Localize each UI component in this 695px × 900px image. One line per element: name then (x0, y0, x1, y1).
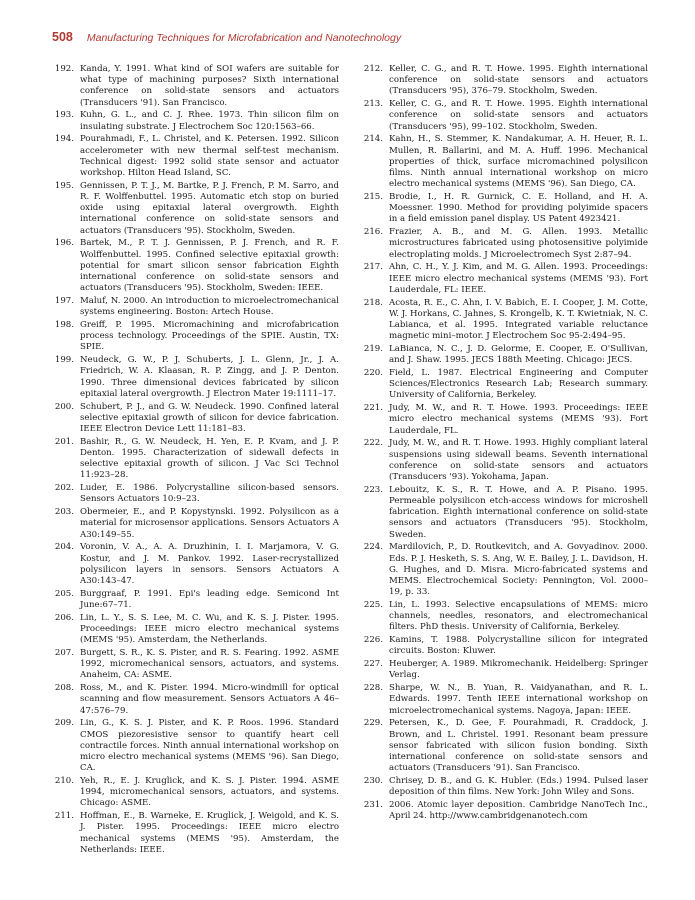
reference-entry (361, 64, 648, 98)
reference-number: 195. (54, 180, 74, 191)
reference-number: 224. (363, 542, 383, 553)
reference-entry (52, 483, 339, 505)
reference-text: Brodie, I., H. R. Gurnick, C. E. Holland, and H. A. Moessner. 1990. Method for providing polyimide spacers in a field emission panel display. US Patent 4923421. (389, 192, 648, 225)
reference-entry (52, 437, 339, 482)
page-header (52, 30, 652, 48)
reference-text: Kanda, Y. 1991. What kind of SOI wafers are suitable for what type of machining purposes? Sixth international conference on solid-state sensors and actuators (Transducers '91). San Francisco. (80, 64, 339, 108)
reference-entry (52, 542, 339, 587)
reference-text: Hoffman, E., B. Warneke, E. Kruglick, J. Weigold, and K. S. J. Pister. 1995. Proceedings: IEEE micro electro mechanical systems (MEMS '95). Amsterdam, the Netherlands: IEEE. (80, 811, 339, 855)
reference-entry (361, 635, 648, 657)
reference-entry (52, 776, 339, 810)
reference-entry (361, 800, 648, 822)
reference-entry (361, 192, 648, 226)
reference-text: Chrisey, D. B., and G. K. Hubler. (Eds.) 1994. Pulsed laser deposition of thin films. New York: John Wiley and Sons. (389, 776, 648, 798)
reference-entry (52, 718, 339, 774)
reference-number: 231. (363, 800, 383, 811)
reference-text: Acosta, R. E., C. Ahn, I. V. Babich, E. I. Cooper, J. M. Cotte, W. J. Horkans, C. Jahnes, S. Krongelb, K. T. Kwietniak, N. C. Labianca, et al. 1995. Integrated variable reluctance magnetic mini–motor. J Electrochem Soc 95-2:494–95. (389, 297, 648, 342)
reference-entry (52, 296, 339, 318)
reference-text: Lin, L. Y., S. S. Lee, M. C. Wu, and K. S. J. Pister. 1995. Proceedings: IEEE micro electro mechanical systems (MEMS '95). Amsterdam, the Netherlands. (80, 612, 339, 646)
reference-number: 201. (54, 436, 74, 447)
reference-text: Kamins, T. 1988. Polycrystalline silicon for integrated circuits. Boston: Kluwer. (389, 635, 648, 657)
reference-text: Obermeier, E., and P. Kopystynski. 1992. Polysilicon as a material for microsensor applications. Sensors Actuators A A30:149–55. (80, 507, 339, 540)
reference-text: Neudeck, G. W., P. J. Schuberts, J. L. Glenn, Jr., J. A. Friedrich, W. A. Klaasan, R. P. Zingg, and J. P. Denton. 1990. Three dimensional devices fabricated by silicon epitaxial lateral overgrowth. J Electron Mater 19:1111–17. (80, 355, 339, 399)
reference-number: 223. (363, 484, 383, 495)
reference-entry (52, 64, 339, 109)
reference-entry (52, 320, 339, 354)
reference-number: 196. (54, 238, 74, 249)
reference-number: 208. (54, 683, 74, 694)
reference-number: 202. (54, 483, 74, 494)
reference-number: 192. (54, 64, 74, 74)
reference-text: Mardilovich, P., D. Routkevitch, and A. Govyadinov. 2000. Eds. P. J. Hesketh, S. S. Ang, W. E. Bailey, J. L. Davidson, H. G. Hughes, and D. Misra. Micro-fabricated systems and MEMS. Electrochemical Society: Pennington, Vol. 2000–19, p. 33. (389, 542, 648, 598)
reference-text: Gennissen, P. T. J., M. Bartke, P. J. French, P. M. Sarro, and R. F. Wolffenbuttel. 1995. Automatic etch stop on buried oxide using epitaxial lateral overgrowth. Eighth international conference on solid-state sensors and actuators (Transducers '95). Stockholm, Sweden. (80, 180, 339, 236)
reference-text: Pourahmadi, F., L. Christel, and K. Petersen. 1992. Silicon accelerometer with new thermal self-test mechanism. Technical digest: 1992 solid state sensor and actuator workshop. Hilton Head Island, SC. (80, 134, 339, 179)
reference-number: 199. (54, 355, 74, 366)
reference-entry (52, 811, 339, 856)
reference-text: Petersen, K., D. Gee, F. Pourahmadi, R. Craddock, J. Brown, and L. Christel. 1991. Resonant beam pressure sensor fabricated with silicon fusion bonding. Sixth international conference on solid-state sensors and actuators (Transducers '91). San Francisco. (389, 718, 648, 774)
reference-entry (361, 403, 648, 437)
reference-text: 2006. Atomic layer deposition. Cambridge NanoTech Inc., April 24. http://www.cambridgenanotech.com (389, 800, 648, 822)
reference-entry (52, 648, 339, 682)
reference-entry (361, 368, 648, 402)
reference-entry (361, 298, 648, 343)
reference-text: Bartek, M., P. T. J. Gennissen, P. J. French, and R. F. Wolffenbuttel. 1995. Confined selective epitaxial growth: potential for smart silicon sensor fabrication Eighth international conference on solid-state sensors and actuators (Transducers '95). Stockholm, Sweden: IEEE. (80, 238, 339, 294)
reference-text: Judy, M. W., and R. T. Howe. 1993. Proceedings: IEEE micro electro mechanical systems (MEMS '93). Fort Lauderdale, FL. (389, 403, 648, 436)
reference-text: Ahn, C. H., Y. J. Kim, and M. G. Allen. 1993. Proceedings: IEEE micro electro mechanical systems (MEMS '93). Fort Lauderdale, FL: IEEE. (389, 262, 648, 295)
reference-number: 206. (54, 612, 74, 623)
reference-number: 198. (54, 320, 74, 331)
reference-text: Lin, G., K. S. J. Pister, and K. P. Roos. 1996. Standard CMOS piezoresistive sensor to quantify heart cell contractile forces. Ninth annual international workshop on micro electro mechanical systems (MEMS '96). San Diego, CA. (80, 718, 339, 774)
reference-column-right (361, 64, 648, 824)
reference-text: Ross, M., and K. Pister. 1994. Micro-windmill for optical scanning and flow measurement. Sensors Actuators A 46–47:576–79. (80, 683, 339, 716)
reference-entry (52, 589, 339, 611)
reference-entry (361, 542, 648, 598)
reference-text: Kuhn, G. L., and C. J. Rhee. 1973. Thin silicon film on insulating substrate. J Electrochem Soc 120:1563–66. (80, 110, 339, 132)
reference-number: 221. (363, 403, 383, 414)
reference-text: Kahn, H., S. Stemmer, K. Nandakumar, A. H. Heuer, R. L. Mullen, R. Ballarini, and M. A. Huff. 1996. Mechanical properties of thick, surface micromachined polysilicon films. Ninth annual international workshop on micro electro mechanical systems (MEMS '96). San Diego, CA. (389, 134, 648, 190)
reference-entry (52, 238, 339, 294)
reference-text: Maluf, N. 2000. An introduction to microelectromechanical systems engineering. Boston: Artech House. (80, 296, 339, 318)
reference-entry (52, 134, 339, 179)
page-number: 508 (52, 30, 73, 44)
reference-entry (361, 600, 648, 634)
reference-text: Lin, L. 1993. Selective encapsulations of MEMS: micro channels, needles, resonators, and electromechanical filters. PhD thesis. University of California, Berkeley. (389, 600, 648, 633)
reference-number: 193. (54, 110, 74, 121)
reference-number: 226. (363, 635, 383, 646)
reference-text: Burgett, S. R., K. S. Pister, and R. S. Fearing. 1992. ASME 1992, micromechanical sensors, actuators, and systems. Anaheim, CA: ASME. (80, 648, 339, 681)
reference-number: 203. (54, 507, 74, 518)
reference-entry (361, 659, 648, 681)
reference-text: Burggraaf, P. 1991. Epi's leading edge. Semicond Int June:67–71. (80, 588, 339, 611)
reference-number: 210. (54, 776, 74, 787)
reference-number: 218. (363, 297, 383, 308)
reference-text: Keller, C. G., and R. T. Howe. 1995. Eighth international conference on solid-state sensors and actuators (Transducers '95), 99–102. Stockholm, Sweden. (389, 99, 648, 132)
reference-number: 214. (363, 134, 383, 145)
reference-text: Judy, M. W., and R. T. Howe. 1993. Highly compliant lateral suspensions using sidewall beams. Seventh international conference on solid-state sensors and actuators (Transducers '93). Yokohama, Japan. (389, 438, 648, 483)
reference-text: Yeh, R., E. J. Kruglick, and K. S. J. Pister. 1994. ASME 1994, micromechanical sensors, actuators, and systems. Chicago: ASME. (80, 776, 339, 809)
reference-entry (52, 683, 339, 717)
reference-number: 230. (363, 776, 383, 787)
reference-text: Lebouitz, K. S., R. T. Howe, and A. P. Pisano. 1995. Permeable polysilicon etch-access windows for microshell fabrication. Eighth international conference on solid-state sensors and actuators (Transducers '95). Stockholm, Sweden. (389, 484, 648, 540)
reference-entry (361, 683, 648, 717)
reference-text: Frazier, A. B., and M. G. Allen. 1993. Metallic microstructures fabricated using photosensitive polyimide electroplating molds. J Microelectromech Syst 2:87–94. (389, 227, 648, 260)
reference-number: 229. (363, 718, 383, 729)
reference-text: Greiff, P. 1995. Micromachining and microfabrication process technology. Proceedings of the SPIE. Austin, TX: SPIE. (80, 320, 339, 353)
reference-entry (361, 718, 648, 774)
reference-entry (361, 485, 648, 541)
reference-entry (52, 110, 339, 132)
reference-text: Voronin, V. A., A. A. Druzhinin, I. I. Marjamora, V. G. Kostur, and J. M. Pankov. 1992. Laser-recrystallized polysilicon layers in sensors. Sensors Actuators A A30:143–47. (80, 542, 339, 587)
reference-number: 200. (54, 401, 74, 412)
reference-number: 205. (54, 588, 74, 599)
reference-entry (52, 355, 339, 400)
reference-entry (361, 776, 648, 798)
reference-text: LaBianca, N. C., J. D. Gelorme, E. Cooper, E. O'Sullivan, and J. Shaw. 1995. JECS 188th Meeting. Chicago: JECS. (389, 344, 648, 366)
reference-number: 212. (363, 64, 383, 74)
reference-entry (361, 262, 648, 296)
reference-number: 194. (54, 134, 74, 145)
reference-entry (52, 402, 339, 436)
reference-text: Heuberger, A. 1989. Mikromechanik. Heidelberg: Springer Verlag. (389, 659, 648, 681)
reference-text: Schubert, P. J., and G. W. Neudeck. 1990. Confined lateral selective epitaxial growth of silicon for device fabrication. IEEE Electron Device Lett 11:181–83. (80, 401, 339, 435)
reference-text: Sharpe, W. N., B. Yuan, R. Vaidyanathan, and R. L. Edwards. 1997. Tenth IEEE international workshop on microelectromechanical systems. Nagoya, Japan: IEEE. (389, 683, 648, 716)
reference-number: 222. (363, 438, 383, 449)
reference-number: 228. (363, 683, 383, 694)
reference-text: Bashir, R., G. W. Neudeck, H. Yen, E. P. Kvam, and J. P. Denton. 1995. Characterization of sidewall defects in selective epitaxial growth of silicon. J Vac Sci Technol 11:923–28. (80, 436, 339, 481)
reference-number: 207. (54, 648, 74, 659)
reference-number: 227. (363, 659, 383, 670)
reference-entry (361, 99, 648, 133)
reference-column-left (52, 64, 339, 858)
reference-text: Field, L. 1987. Electrical Engineering and Computer Sciences/Electronics Research Lab; Research summary. University of California, Berkeley. (389, 368, 648, 401)
reference-number: 213. (363, 99, 383, 110)
reference-entry (52, 507, 339, 541)
reference-number: 217. (363, 262, 383, 273)
reference-text: Luder, E. 1986. Polycrystalline silicon-based sensors. Sensors Actuators 10:9–23. (80, 483, 339, 505)
reference-number: 219. (363, 344, 383, 355)
reference-number: 220. (363, 368, 383, 379)
reference-number: 215. (363, 192, 383, 203)
reference-entry (52, 181, 339, 237)
reference-entry (361, 227, 648, 261)
reference-number: 225. (363, 600, 383, 611)
reference-entry (361, 438, 648, 483)
reference-entry (52, 613, 339, 647)
reference-entry (361, 134, 648, 190)
reference-number: 216. (363, 227, 383, 238)
reference-text: Keller, C. G., and R. T. Howe. 1995. Eighth international conference on solid-state sensors and actuators (Transducers '95), 376–79. Stockholm, Sweden. (389, 64, 648, 97)
reference-number: 204. (54, 542, 74, 553)
reference-number: 211. (54, 811, 74, 822)
reference-number: 197. (54, 296, 74, 307)
reference-number: 209. (54, 718, 74, 729)
running-title: Manufacturing Techniques for Microfabrication and Nanotechnology (86, 32, 402, 44)
reference-entry (361, 344, 648, 366)
